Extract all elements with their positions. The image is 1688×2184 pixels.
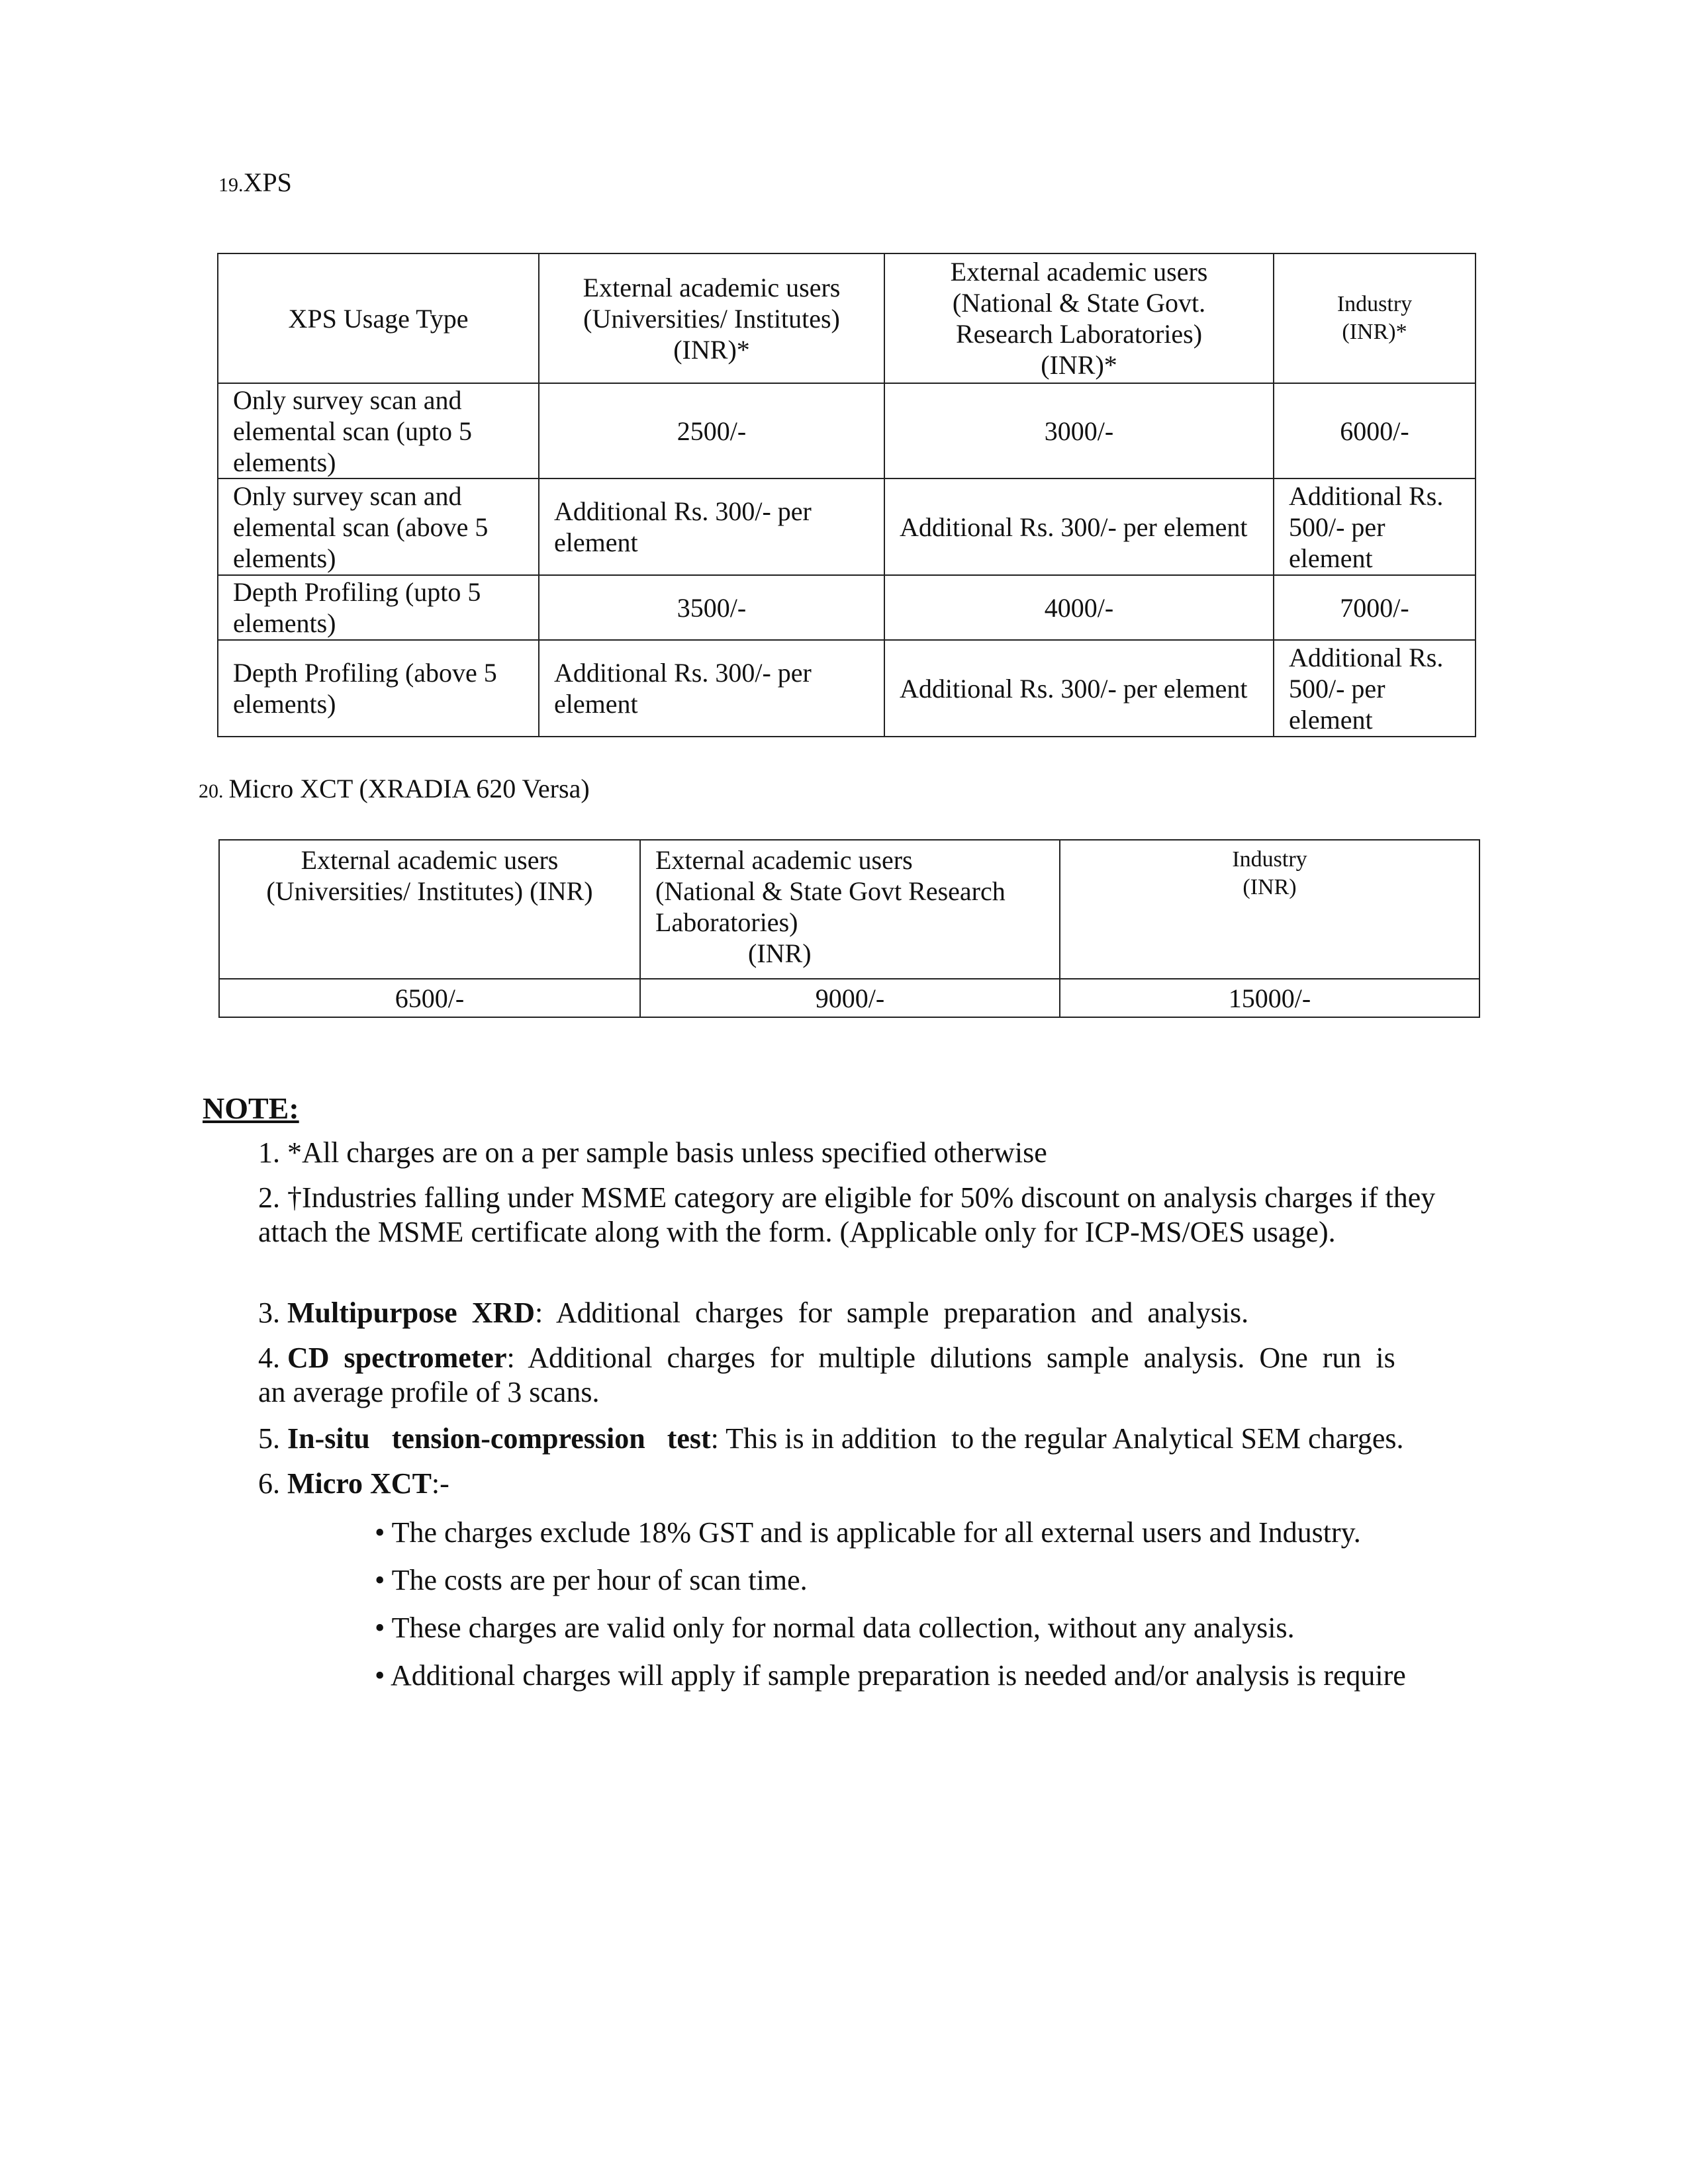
xps-header-industry: Industry (INR)*: [1274, 253, 1476, 383]
bullet-icon: •: [375, 1564, 385, 1596]
table-row: [218, 383, 1476, 478]
xps-govt-cell: 4000/-: [884, 575, 1274, 640]
xct-industry-value: 15000/-: [1060, 979, 1479, 1017]
xps-usage-type-cell: Depth Profiling (above 5 elements): [218, 640, 539, 737]
section-19-heading: [218, 167, 292, 198]
section-19-number: 19.: [218, 174, 244, 196]
note-6-term: Micro XCT: [287, 1467, 432, 1500]
xps-academic-cell: Additional Rs. 300/- per element: [539, 478, 884, 575]
bullet-icon: •: [375, 1659, 385, 1692]
xps-academic-cell: 3500/-: [539, 575, 884, 640]
xps-industry-cell: 7000/-: [1274, 575, 1476, 640]
xps-academic-cell: Additional Rs. 300/- per element: [539, 640, 884, 737]
xps-govt-cell: 3000/-: [884, 383, 1274, 478]
xps-charges-table: [217, 253, 1476, 737]
note-3: 3. Multipurpose XRD: Additional charges for sample preparation and analysis.: [258, 1297, 1249, 1329]
section-20-title: Micro XCT (XRADIA 620 Versa): [228, 774, 590, 803]
note-5-term: In-situ tension-compression test: [287, 1422, 711, 1455]
list-item: • The costs are per hour of scan time.: [375, 1564, 808, 1596]
list-item: • These charges are valid only for normal data collection, without any analysis.: [375, 1612, 1295, 1644]
xct-header-govt: External academic users (National & State Govt Research Laboratories) (INR): [640, 840, 1060, 979]
xct-header-industry: Industry (INR): [1060, 840, 1479, 979]
xps-header-usage-type: XPS Usage Type: [218, 253, 539, 383]
note-4: 4. CD spectrometer: Additional charges for multiple dilutions sample analysis. One run is an average profile of 3 scans.: [258, 1342, 1395, 1408]
xps-header-academic: External academic users (Universities/ Institutes) (INR)*: [539, 253, 884, 383]
note-1: 1. *All charges are on a per sample basis unless specified otherwise: [258, 1136, 1047, 1169]
xps-govt-cell: Additional Rs. 300/- per element: [884, 640, 1274, 737]
xps-usage-type-cell: Depth Profiling (upto 5 elements): [218, 575, 539, 640]
table-row: [218, 478, 1476, 575]
xps-industry-cell: 6000/-: [1274, 383, 1476, 478]
note-heading: NOTE:: [203, 1091, 299, 1125]
list-item: • The charges exclude 18% GST and is applicable for all external users and Industry.: [375, 1516, 1361, 1549]
bullet-icon: •: [375, 1612, 385, 1644]
note-6: 6. Micro XCT:-: [258, 1467, 449, 1500]
note-2: 2. †Industries falling under MSME category are eligible for 50% discount on analysis charges if they attach the MSME certificate along with the form. (Applicable only for ICP-MS/OES usage).: [258, 1181, 1436, 1248]
xps-header-row: [218, 253, 1476, 383]
section-20-heading: [199, 773, 590, 804]
xct-header-row: [219, 840, 1479, 979]
micro-xct-bullet-list: [375, 1516, 1406, 1693]
xps-industry-cell: Additional Rs. 500/- per element: [1274, 478, 1476, 575]
note-5: 5. In-situ tension-compression test: This is in addition to the regular Analytical SEM charges.: [258, 1422, 1404, 1455]
list-item: • Additional charges will apply if sample preparation is needed and/or analysis is require: [375, 1659, 1406, 1692]
section-19-title: XPS: [243, 167, 292, 197]
xps-govt-cell: Additional Rs. 300/- per element: [884, 478, 1274, 575]
xps-academic-cell: 2500/-: [539, 383, 884, 478]
xct-header-academic: External academic users (Universities/ Institutes) (INR): [219, 840, 640, 979]
table-row: [218, 640, 1476, 737]
micro-xct-charges-table: [218, 839, 1480, 1018]
xct-govt-value: 9000/-: [640, 979, 1060, 1017]
xct-academic-value: 6500/-: [219, 979, 640, 1017]
note-4-term: CD spectrometer: [287, 1342, 507, 1374]
section-20-number: 20.: [199, 780, 224, 802]
xps-usage-type-cell: Only survey scan and elemental scan (above 5 elements): [218, 478, 539, 575]
table-row: [219, 979, 1479, 1017]
xps-header-govt: External academic users (National & State Govt. Research Laboratories) (INR)*: [884, 253, 1274, 383]
xps-industry-cell: Additional Rs. 500/- per element: [1274, 640, 1476, 737]
table-row: [218, 575, 1476, 640]
bullet-icon: •: [375, 1516, 385, 1549]
xps-usage-type-cell: Only survey scan and elemental scan (upto 5 elements): [218, 383, 539, 478]
note-3-term: Multipurpose XRD: [287, 1297, 536, 1329]
